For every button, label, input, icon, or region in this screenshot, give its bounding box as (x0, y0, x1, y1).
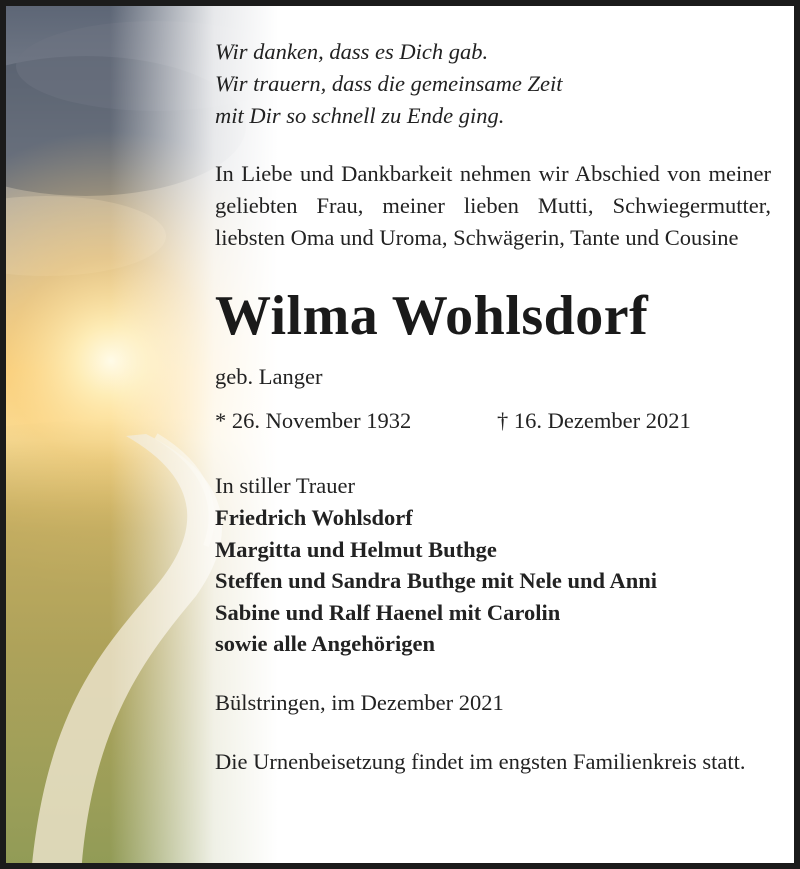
mourner-entry: Friedrich Wohlsdorf (215, 505, 413, 530)
mourner-entry: Sabine und Ralf Haenel mit Carolin (215, 599, 561, 625)
mourner-entry: Steffen und Sandra Buthge mit Nele und Anni (215, 568, 657, 593)
obituary-text (215, 36, 771, 778)
poem-line: mit Dir so schnell zu Ende ging. (215, 103, 505, 128)
mourner-entry: Margitta und Helmut Buthge (215, 536, 497, 562)
birth-date: * 26. November 1932 (215, 408, 412, 433)
deceased-name: Wilma Wohlsdorf (215, 285, 649, 347)
life-dates (215, 405, 771, 437)
mourning-heading: In stiller Trauer (215, 473, 355, 498)
burial-notice: Die Urnenbeisetzung findet im engsten Familienkreis statt. (215, 748, 746, 774)
mourners-list (215, 502, 771, 660)
farewell-intro: In Liebe und Dankbarkeit nehmen wir Abschied von meiner geliebten Frau, meiner lieben Mutti, Schwiegermutter, liebsten Oma und Uroma, Schwägerin, Tante und Cousine (215, 161, 771, 250)
death-date: † 16. Dezember 2021 (497, 408, 691, 433)
birth-name: geb. Langer (215, 364, 323, 389)
place-and-date: Bülstringen, im Dezember 2021 (215, 689, 504, 715)
memorial-poem (215, 36, 771, 132)
poem-line: Wir danken, dass es Dich gab. (215, 39, 489, 64)
mourner-entry: sowie alle Angehörigen (215, 631, 435, 656)
poem-line: Wir trauern, dass die gemeinsame Zeit (215, 71, 563, 96)
